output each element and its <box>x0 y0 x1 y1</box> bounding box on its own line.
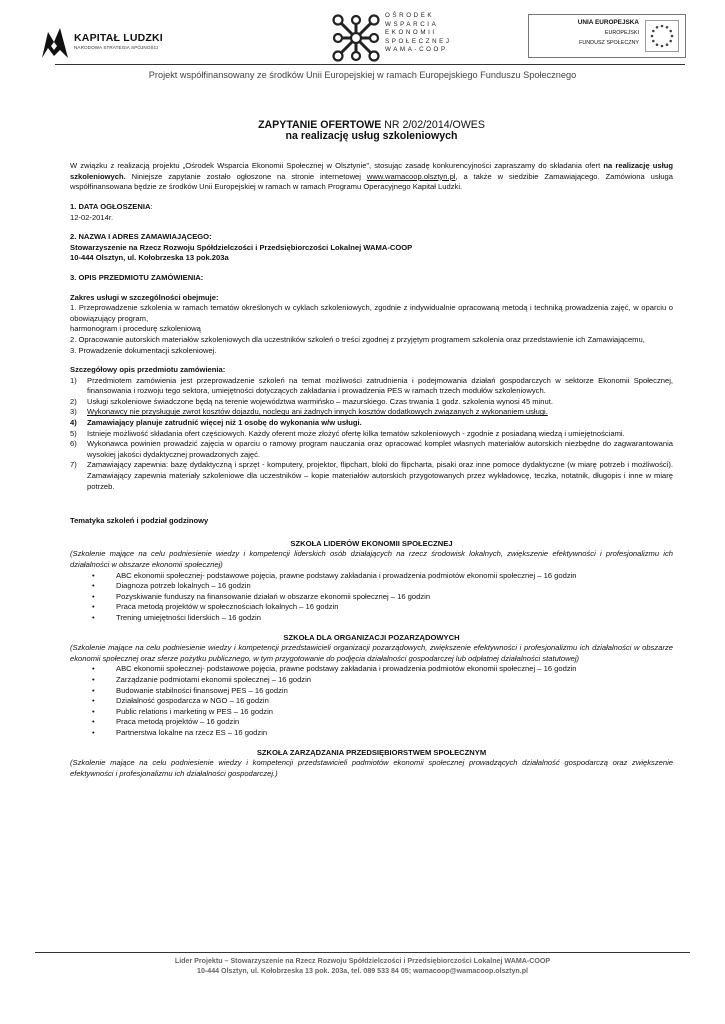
announcement-date: 12-02-2014r. <box>70 212 114 222</box>
eu-title: UNIA EUROPEJSKA <box>577 19 639 26</box>
topic-text: Public relations i marketing w PES – 16 godzin <box>116 706 274 716</box>
bullet-icon: • <box>92 696 95 706</box>
detail-item <box>70 460 673 492</box>
topic-item <box>92 706 673 718</box>
topic-item <box>92 602 673 613</box>
bullet-icon: • <box>92 717 95 727</box>
document-title <box>70 120 673 131</box>
topics-heading: Tematyka szkoleń i podział godzinowy <box>70 516 209 526</box>
bullet-icon: • <box>92 591 95 601</box>
section-heading: 1. DATA OGŁOSZENIA <box>70 201 151 211</box>
kapital-ludzki-title: KAPITAŁ LUDZKI <box>74 32 163 44</box>
school-2-topics <box>70 664 673 738</box>
bullet-icon: • <box>92 581 95 591</box>
intro-text: W związku z realizacją projektu „Ośrodek Wsparcia Ekonomii Społecznej w Olsztynie”, stosując zasadę konkurencyjności zapraszamy do składania ofert <box>70 161 604 171</box>
bullet-icon: • <box>92 674 95 684</box>
footer-contact: 10-444 Olsztyn, ul. Kołobrzeska 13 pok. 203a, tel. 089 533 84 05; wamacoop@wamacoop.olsztyn.pl <box>197 967 528 975</box>
bullet-icon: • <box>92 570 95 580</box>
eu-logo <box>528 14 686 58</box>
item-number: 4) <box>70 418 77 428</box>
item-text: Przedmiotem zamówienia jest przeprowadzenie szkoleń na temat możliwości zatrudnienia i podejmowania działań gospodarczych w sektorze Ekonomii Społecznej, finansowania i rozwoju tego sektora, umiejętności dotyczących zakładania i prowadzenia PES w ramach trzech modułów szkoleniowych. <box>87 375 673 396</box>
topic-text: ABC ekonomii społecznej- podstawowe pojęcia, prawne podstawy zakładania i prowadzenia podmiotów ekonomii społecznej – 16 godzin <box>116 570 577 580</box>
topic-item <box>92 570 673 582</box>
eu-line3: FUNDUSZ SPOŁECZNY <box>579 40 639 46</box>
topic-text: ABC ekonomii społecznej- podstawowe pojęcia, prawne podstawy zakładania i prowadzenia podmiotów ekonomii społecznej – 16 godzin <box>116 664 577 674</box>
scope-line: 3. Prowadzenie dokumentacji szkoleniowej. <box>70 345 217 355</box>
item-text: Zamawiający planuje zatrudnić więcej niż 1 osobę do wykonania w/w usługi. <box>87 418 362 428</box>
section-2-heading: 2. NAZWA I ADRES ZAMAWIAJĄCEGO: <box>70 232 212 242</box>
section-1-heading <box>70 202 673 213</box>
topic-item <box>92 685 673 697</box>
topic-text: Praca metodą projektów w społecznościach lokalnych – 16 godzin <box>116 602 339 612</box>
owes-line: OŚRODEK <box>385 12 435 19</box>
header-divider <box>55 64 685 65</box>
item-text: Zamawiający zapewnia: bazę dydaktyczną i sprzęt - komputery, projektor, flipchart, bloki do flipcharta, pisaki oraz inne pomoce dydaktyczne (w miarę potrzeb i możliwości). Zamawiający zapewnia materiały szkoleniowe dla uczestników – kopie materiałów autorskich przygotowanych przez wykładowcę, teczka, notatnik, długopis i inne w miarę potrzeb. <box>87 460 673 491</box>
topic-item <box>92 696 673 707</box>
section-3-heading: 3. OPIS PRZEDMIOTU ZAMÓWIENIA: <box>70 272 204 282</box>
detail-item <box>70 418 673 429</box>
owes-line: EKONOMII <box>385 29 437 37</box>
intro-bold: na realizację usług szkoleniowych. <box>70 161 673 181</box>
topic-text: Działalność gospodarcza w NGO – 16 godzin <box>116 696 269 706</box>
eu-flag-icon <box>645 20 679 52</box>
owes-line: WSPARCIA <box>385 20 439 28</box>
school-3-description: (Szkolenie mające na celu podniesienie wiedzy i kompetencji przedstawicieli podmiotów ekonomii społecznej prowadzących działalność gospodarczą oraz zwiększenie efektywności i profesjonalizmu ich działalności gospodarczej.) <box>70 758 673 778</box>
detail-heading: Szczegółowy opis przedmiotu zamówienia: <box>70 365 226 375</box>
scope-line: harmonogram i procedurę szkoleniową <box>70 324 201 334</box>
topic-item <box>92 674 673 686</box>
kapital-ludzki-emblem-icon <box>40 26 70 60</box>
owes-line: WAMA-COOP <box>385 46 448 54</box>
owes-logo-icon <box>330 12 382 64</box>
detail-item <box>70 439 673 460</box>
detail-item <box>70 429 673 440</box>
footer-leader: Lider Projektu – Stowarzyszenie na Rzecz Rozwoju Spółdzielczości i Przedsiębiorczości Lokalnej WAMA-COOP <box>174 957 551 965</box>
project-cofinancing-line: Projekt współfinansowany ze środków Unii Europejskiej w ramach Europejskiego Funduszu Społecznego <box>148 70 577 80</box>
title-number: NR 2/02/2014/OWES <box>381 119 485 131</box>
topic-item <box>92 591 673 603</box>
eu-line2: EUROPEJSKI <box>604 30 639 36</box>
school-2-title: SZKOŁA DLA ORGANIZACJI POZARZĄDOWYCH <box>283 632 460 642</box>
school-3-title: SZKOŁA ZARZĄDZANIA PRZEDSIĘBIORSTWEM SPOŁECZNYM <box>256 747 487 757</box>
topic-item <box>92 717 673 728</box>
topic-text: Pozyskiwanie funduszy na finansowanie działań w obszarze ekonomii społecznej – 16 godzin <box>116 591 431 601</box>
school-1-topics <box>70 571 673 624</box>
item-text: Wykonawcy nie przysługuje zwrot kosztów dojazdu, noclegu ani żadnych innych kosztów dodatkowych związanych z wykonaniem usługi. <box>87 407 548 417</box>
intro-paragraph <box>70 161 673 193</box>
topic-item <box>92 727 673 739</box>
school-1-description: (Szkolenie mające na celu podniesienie wiedzy i kompetencji liderskich osób działających na rzecz środowisk lokalnych, zwiększenie efektywności i profesjonalizmu ich działalności w obszarze ekonomii społecznej) <box>70 549 673 569</box>
kapital-ludzki-subtitle: NARODOWA STRATEGIA SPÓJNOŚCI <box>74 45 159 50</box>
bullet-icon: • <box>92 664 95 674</box>
topic-text: Budowanie stabilności finansowej PES – 16 godzin <box>116 685 288 695</box>
footer <box>0 956 725 976</box>
orderer-name: Stowarzyszenie na Rzecz Rozwoju Spółdzielczości i Przedsiębiorczości Lokalnej WAMA-COOP <box>70 242 413 252</box>
topic-text: Trening umiejętności liderskich – 16 godzin <box>116 612 261 622</box>
scope-line: 1. Przeprowadzenie szkolenia w ramach tematów określonych w cyklach szkoleniowych, zgodnie z indywidualnie opracowaną metodą i techniką prowadzenia zajęć, w oparciu o obowiązujący program, <box>70 303 673 323</box>
item-number: 3) <box>70 407 77 417</box>
bullet-icon: • <box>92 602 95 612</box>
orderer-address: 10-444 Olsztyn, ul. Kołobrzeska 13 pok.203a <box>70 253 229 263</box>
kapital-ludzki-logo <box>40 24 180 60</box>
intro-text: Niniejsze zapytanie zostało ogłoszone na stronie internetowej <box>125 171 367 181</box>
school-1-title: SZKOŁA LIDERÓW EKONOMII SPOŁECZNEJ <box>290 538 453 548</box>
website-link[interactable]: www.wamacoop.olsztyn.pl <box>366 171 456 181</box>
item-number: 6) <box>70 439 77 449</box>
item-number: 2) <box>70 396 77 406</box>
item-number: 1) <box>70 375 77 385</box>
detail-list <box>70 376 673 493</box>
topic-item <box>92 581 673 592</box>
topic-text: Diagnoza potrzeb lokalnych – 16 godzin <box>116 581 251 591</box>
topic-text: Partnerstwa lokalne na rzecz ES – 16 godzin <box>116 727 268 737</box>
topic-item <box>92 664 673 675</box>
owes-line: SPOŁECZNEJ <box>385 37 452 45</box>
item-text: Usługi szkoleniowe świadczone będą na terenie województwa warmińsko – mazurskiego. Czas trwania 1 godz. szkolenia wynosi 45 minut. <box>87 396 553 406</box>
document-body <box>70 120 673 779</box>
scope-line: 2. Opracowanie autorskich materiałów szkoleniowych dla uczestników szkoleń o treści zgodnej z przyjętym programem szkolenia oraz przedstawienie ich Zamawiającemu, <box>70 334 645 344</box>
intro-text: , a także w siedzibie Zamawiającego. Zamówiona usługa współfinansowana będzie ze środków Unii Europejskiej w ramach w ramach Programu Operacyjnego Kapitał Ludzki. <box>70 171 673 192</box>
item-text: Wykonawca powinien prowadzić zajęcia w oparciu o ramowy program nauczania oraz opracować komplet własnych materiałów autorskich niezbędne do zagwarantowania wysokiej jakości dydaktycznej prowadzonych zajęć. <box>87 439 673 459</box>
item-text: Istnieje możliwość składania ofert częściowych. Każdy oferent może złożyć ofertę kilka tematów szkoleniowych - zgodnie z posiadaną wiedzą i umiejętnościami. <box>87 428 625 438</box>
topic-text: Praca metodą projektów – 16 godzin <box>116 717 240 727</box>
owes-logo-text <box>385 12 452 55</box>
detail-item <box>70 407 673 418</box>
bullet-icon: • <box>92 706 95 716</box>
document-subtitle: na realizację usług szkoleniowych <box>285 129 458 142</box>
bullet-icon: • <box>92 685 95 695</box>
detail-item <box>70 397 673 408</box>
colon: : <box>150 201 153 211</box>
bullet-icon: • <box>92 727 95 737</box>
item-number: 5) <box>70 428 77 438</box>
title-bold: ZAPYTANIE OFERTOWE <box>258 119 382 131</box>
detail-item <box>70 376 673 397</box>
item-number: 7) <box>70 460 77 470</box>
bullet-icon: • <box>92 612 95 622</box>
topic-text: Zarządzanie podmiotami ekonomii społecznej – 16 godzin <box>116 674 312 684</box>
topic-item <box>92 612 673 624</box>
school-2-description: (Szkolenie mające na celu podniesienie wiedzy i kompetencji przedstawicieli organizacji pozarządowych, zwiększenie efektywności i profesjonalizmu ich działalności w obszarze ekonomii społecznej oraz sferze pożytku publicznego, w tym przygotowanie do podjęcia działalności gospodarczej lub odpłatnej działalności statutowej) <box>70 643 673 663</box>
scope-heading: Zakres usługi w szczególności obejmuje: <box>70 292 219 302</box>
footer-divider <box>35 952 690 953</box>
